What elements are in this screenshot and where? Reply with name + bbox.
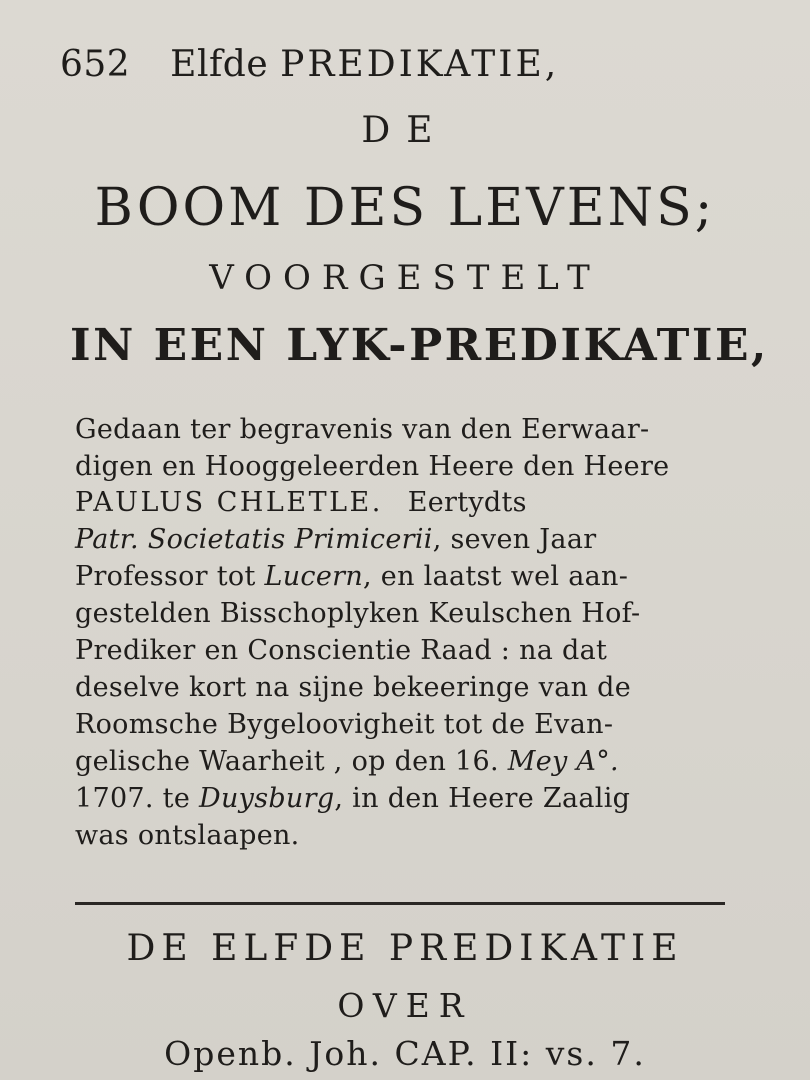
running-header-caps: PREDIKATIE, xyxy=(280,44,560,85)
body-text: , in den Heere Zaalig xyxy=(334,783,631,814)
subtitle-lyk-predikatie: IN EEN LYK-PREDIKATIE, xyxy=(70,320,769,371)
page-number: 652 xyxy=(60,44,131,85)
body-line-12: was ontslaapen. xyxy=(75,820,300,851)
place-lucern: Lucern xyxy=(264,561,364,592)
body-text: , en laatst wel aan- xyxy=(363,561,629,592)
person-name: PAULUS CHLETLE. xyxy=(75,487,383,518)
sermon-heading: DE ELFDE PREDIKATIE xyxy=(126,928,684,969)
body-line-10 xyxy=(75,746,619,777)
place-duysburg: Duysburg xyxy=(199,783,335,814)
running-header xyxy=(60,44,559,85)
body-line-11 xyxy=(75,783,630,814)
body-line-6: gestelden Bisschoplyken Keulschen Hof- xyxy=(75,598,641,629)
body-line-7: Prediker en Conscientie Raad : na dat xyxy=(75,635,608,666)
body-text: , seven Jaar xyxy=(432,524,597,555)
scripture-reference: Openb. Joh. CAP. II: vs. 7. xyxy=(164,1034,646,1073)
body-line-5 xyxy=(75,561,628,592)
title-article: DE xyxy=(361,110,449,151)
latin-title: Patr. Societatis Primicerii xyxy=(75,524,433,555)
body-line-1: Gedaan ter begravenis van den Eerwaar- xyxy=(75,414,650,445)
horizontal-rule xyxy=(75,902,725,905)
subtitle-voorgestelt: VOORGESTELT xyxy=(209,258,601,298)
body-text: Professor tot xyxy=(75,561,256,592)
body-text: 1707. te xyxy=(75,783,191,814)
body-line-8: deselve kort na sijne bekeeringe van de xyxy=(75,672,632,703)
body-line-2: digen en Hooggeleerden Heere den Heere xyxy=(75,451,670,482)
body-text: gelische Waarheit , op den 16. xyxy=(75,746,499,777)
body-line-9: Roomsche Bygeloovigheit tot de Evan- xyxy=(75,709,614,740)
date-month: Mey A°. xyxy=(507,746,619,777)
sermon-over: OVER xyxy=(337,986,473,1025)
main-title: BOOM DES LEVENS; xyxy=(94,178,716,238)
body-line-4 xyxy=(75,524,596,555)
body-text: Eertydts xyxy=(407,487,527,518)
body-line-3 xyxy=(75,487,527,518)
running-header-small: Elfde xyxy=(170,44,269,85)
